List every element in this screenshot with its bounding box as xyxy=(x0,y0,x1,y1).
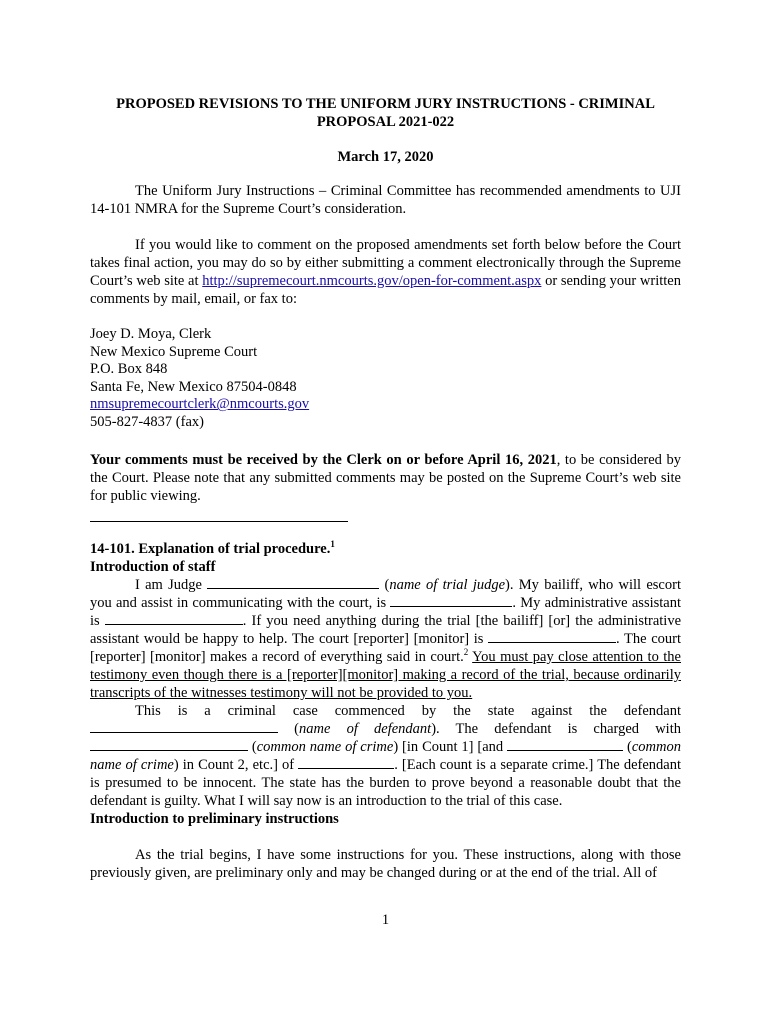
clerk-name: Joey D. Moya, Clerk xyxy=(90,326,212,342)
clerk-email-link[interactable]: nmsupremecourtclerk@nmcourts.gov xyxy=(90,396,310,413)
intro-text-before-link: If you would like to comment on the proposed amendments set forth below before the Court takes final action, you may do so by either submitting a comment electronically through the Supreme Court’s web site at xyxy=(90,237,681,289)
reporter-name-blank xyxy=(488,630,616,643)
intro-paragraph-1: The Uniform Jury Instructions – Criminal Committee has recommended amendments to UJI 14-101 NMRA for the Supreme Court’s consideration. xyxy=(90,183,681,217)
subheading-preliminary-instructions: Introduction to preliminary instructions xyxy=(90,811,339,827)
deadline-rest: , to be considered by the Court. Please note that any submitted comments may be posted on the Supreme Court’s web site for public viewing. xyxy=(90,452,681,504)
defendant-name-blank xyxy=(90,720,278,733)
case-text-g: ) in Count 2, etc.] of xyxy=(173,757,299,773)
crime-1-hint: common name of crime xyxy=(256,739,394,755)
fax-number: 505-827-4837 (fax) xyxy=(90,413,204,430)
intro-text-after-link: or sending your written comments by mail, email, or fax to: xyxy=(90,273,681,307)
comment-website-link[interactable]: http://supremecourt.nmcourts.gov/open-for-comment.aspx xyxy=(202,273,542,289)
title-line-1: PROPOSED REVISIONS TO THE UNIFORM JURY INSTRUCTIONS - CRIMINAL xyxy=(116,96,655,112)
section-divider xyxy=(90,521,348,522)
case-text-h: . [Each count is a separate crime.] The defendant is presumed to be innocent. The state has the burden to prove beyond a reasonable doubt that the defendant is guilty. What I will say now is an introduction to the trial of this case. xyxy=(90,757,681,809)
staff-paragraph xyxy=(90,576,681,702)
added-text-underlined: You must pay close attention to the testimony even though there is a [reporter][monitor] making a record of the trial, because ordinarily transcripts of the witnesses testimony will not be provided to you. xyxy=(90,649,681,701)
case-text-b: ( xyxy=(278,721,299,737)
crime-2-hint: common name of crime xyxy=(90,739,681,773)
staff-text-f: . The court [reporter] [monitor] makes a record of everything said in court. xyxy=(90,631,681,665)
case-text-d: ( xyxy=(248,739,257,755)
assistant-name-blank xyxy=(105,612,243,625)
section-heading xyxy=(90,540,681,558)
staff-text-a: I am Judge xyxy=(135,577,208,593)
staff-text-c: ). My bailiff, who will escort you and assist in communicating with the court, is xyxy=(90,577,681,611)
subheading-introduction-of-staff: Introduction of staff xyxy=(90,559,216,575)
city-state-zip: Santa Fe, New Mexico 87504-0848 xyxy=(90,378,297,395)
footnote-2-marker: 2 xyxy=(463,647,469,658)
section-body xyxy=(90,540,681,882)
deadline-bold: Your comments must be received by the Clerk on or before April 16, 2021 xyxy=(90,452,557,468)
bailiff-name-blank xyxy=(390,594,512,607)
po-box: P.O. Box 848 xyxy=(90,361,168,378)
case-text-a: This is a criminal case commenced by the state against the defendant xyxy=(135,703,681,719)
document-title xyxy=(90,95,681,131)
title-line-2: PROPOSAL 2021-022 xyxy=(316,114,455,130)
section-heading-text: 14-101. Explanation of trial procedure. xyxy=(90,541,331,557)
crime-1-blank xyxy=(90,738,248,751)
case-text-e: ) [in Count 1] [and xyxy=(393,739,508,755)
judge-name-blank xyxy=(207,576,379,589)
intro-paragraph-2 xyxy=(90,236,681,308)
staff-text-d: . My administrative assistant is xyxy=(90,595,682,629)
clerk-address xyxy=(90,326,309,432)
deadline-paragraph xyxy=(90,451,681,505)
judge-name-hint: name of trial judge xyxy=(389,577,506,593)
staff-text-b: ( xyxy=(379,577,390,593)
defendant-name-hint: name of defendant xyxy=(299,721,432,737)
crime-2-blank xyxy=(507,738,623,751)
document-date: March 17, 2020 xyxy=(337,149,434,165)
preliminary-paragraph: As the trial begins, I have some instructions for you. These instructions, along with those previously given, are preliminary only and may be changed during or at the end of the trial. All of xyxy=(90,847,681,881)
case-text-c: ). The defendant is charged with xyxy=(431,721,681,737)
page-number: 1 xyxy=(381,912,390,928)
case-paragraph: This is a criminal case commenced by the state against the defendant (name of defendant). The defendant is charged with (common name of crime) [in Count 1] [and (common name of crime) in Count 2, etc.] of . [Each count is a separate crime.] The defendant is presumed to be innocent. The state has the burden to prove beyond a reasonable doubt that the defendant is guilty. What I will say now is an introduction to the trial of this case. xyxy=(90,703,681,809)
staff-text-e: . If you need anything during the trial [the bailiff] [or] the administrative assistant would be happy to help. The court [reporter] [monitor] is xyxy=(90,613,681,647)
footnote-1-marker: 1 xyxy=(330,539,335,550)
court-name: New Mexico Supreme Court xyxy=(90,343,258,360)
count-blank xyxy=(298,756,394,769)
